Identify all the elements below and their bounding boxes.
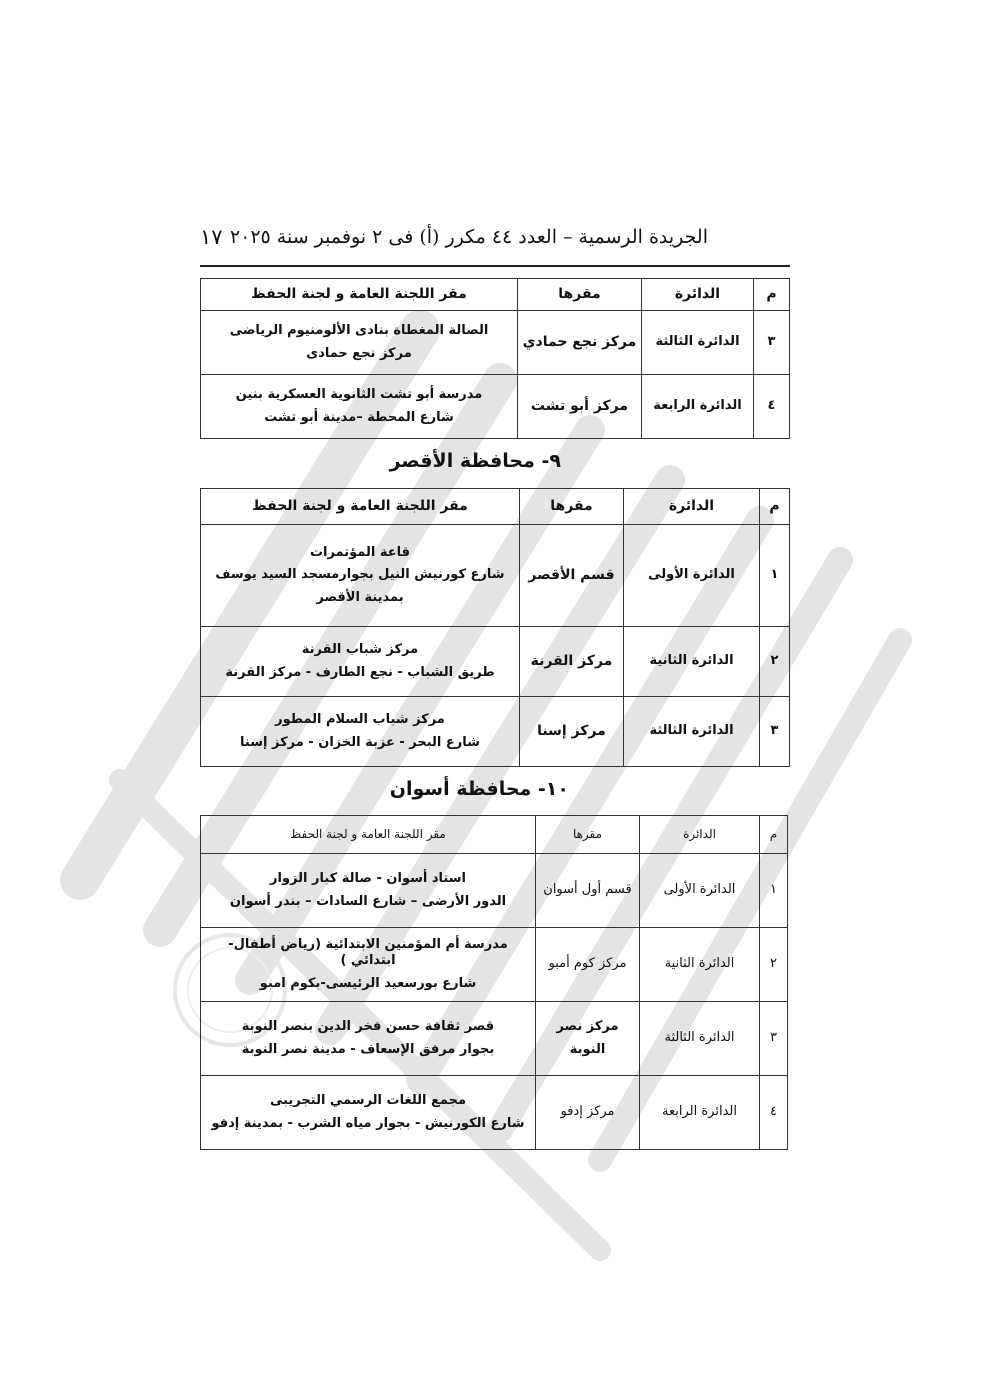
location-line: استاد أسوان - صالة كبار الزوار — [270, 871, 466, 887]
location-line: طريق الشباب - نجع الطارف - مركز القرنة — [225, 664, 495, 680]
row-location — [201, 854, 536, 928]
location-line: الدور الأرضى – شارع السادات – بندر أسوان — [229, 893, 507, 909]
col-header-circle: الدائرة — [624, 489, 760, 525]
page-header — [200, 226, 790, 256]
row-hq: مركز أبو تشت — [518, 375, 642, 439]
row-hq — [536, 1002, 640, 1076]
location-line: الصالة المغطاة بنادى الألومنيوم الرياضى — [229, 323, 489, 339]
row-num: ١ — [760, 854, 788, 928]
location-line: بجوار مرفق الإسعاف - مدينة نصر النوبة — [241, 1041, 495, 1057]
table-header-row — [201, 489, 790, 525]
row-num: ٤ — [760, 1076, 788, 1150]
row-location — [201, 375, 518, 439]
location-line: قاعة المؤتمرات — [309, 545, 411, 561]
row-num: ٤ — [754, 375, 790, 439]
table-header-row — [201, 816, 788, 854]
gazette-title: الجريدة الرسمية – العدد ٤٤ مكرر (أ) فى ٢ نوفمبر سنة ٢٠٢٥ — [229, 226, 708, 248]
header-rule — [200, 265, 790, 267]
table-aswan — [200, 815, 788, 1150]
row-hq: مركز إدفو — [536, 1076, 640, 1150]
row-circle: الدائرة الأولى — [624, 525, 760, 627]
row-num: ٢ — [760, 627, 790, 697]
hq-line: النوبة — [569, 1041, 606, 1057]
row-circle: الدائرة الثانية — [624, 627, 760, 697]
table-header-row — [201, 279, 790, 311]
row-num: ١ — [760, 525, 790, 627]
row-circle: الدائرة الثالثة — [642, 311, 754, 375]
row-num: ٣ — [754, 311, 790, 375]
section-title-aswan: ١٠- محافظة أسوان — [389, 778, 569, 800]
row-circle: الدائرة الأولى — [640, 854, 760, 928]
table-row — [201, 854, 788, 928]
row-circle: الدائرة الثانية — [640, 928, 760, 1002]
row-location — [201, 1002, 536, 1076]
hq-line: مركز نصر — [556, 1019, 619, 1035]
location-line: بمدينة الأقصر — [316, 589, 404, 605]
row-location — [201, 311, 518, 375]
row-hq: مركز كوم أمبو — [536, 928, 640, 1002]
row-hq: مركز نجع حمادي — [518, 311, 642, 375]
col-header-circle: الدائرة — [642, 279, 754, 311]
table-row — [201, 311, 790, 375]
row-location — [201, 525, 520, 627]
location-line: شارع كورنيش النيل بجوارمسجد السيد يوسف — [215, 567, 505, 583]
table-row — [201, 928, 788, 1002]
table-qena-continued — [200, 278, 790, 439]
location-line: مدرسة أم المؤمنين الابتدائية (رياض أطفال- ابتدائي ) — [228, 937, 508, 969]
row-hq: مركز القرنة — [520, 627, 624, 697]
col-header-location: مقر اللجنة العامة و لجنة الحفظ — [201, 279, 518, 311]
table-row — [201, 697, 790, 767]
location-line: شارع المحطة –مدينة أبو تشت — [264, 409, 454, 425]
table-row — [201, 1002, 788, 1076]
table-luxor — [200, 488, 790, 767]
row-circle: الدائرة الرابعة — [640, 1076, 760, 1150]
row-num: ٣ — [760, 1002, 788, 1076]
col-header-circle: الدائرة — [640, 816, 760, 854]
row-circle: الدائرة الرابعة — [642, 375, 754, 439]
col-header-location: مقر اللجنة العامة و لجنة الحفظ — [201, 489, 520, 525]
row-hq: مركز إسنا — [520, 697, 624, 767]
col-header-num: م — [760, 816, 788, 854]
row-hq: قسم أول أسوان — [536, 854, 640, 928]
col-header-hq: مقرها — [520, 489, 624, 525]
row-location — [201, 627, 520, 697]
location-line: قصر ثقافة حسن فخر الدين بنصر النوبة — [241, 1019, 495, 1035]
col-header-location: مقر اللجنة العامة و لجنة الحفظ — [201, 816, 536, 854]
location-line: مركز شباب القرنة — [301, 642, 419, 658]
row-num: ٣ — [760, 697, 790, 767]
row-location — [201, 1076, 536, 1150]
row-circle: الدائرة الثالثة — [640, 1002, 760, 1076]
row-circle: الدائرة الثالثة — [624, 697, 760, 767]
table-row — [201, 525, 790, 627]
table-row — [201, 627, 790, 697]
table-row — [201, 1076, 788, 1150]
col-header-hq: مقرها — [536, 816, 640, 854]
section-title-luxor: ٩- محافظة الأقصر — [389, 450, 561, 472]
page-number: ١٧ — [200, 225, 223, 249]
col-header-num: م — [754, 279, 790, 311]
col-header-num: م — [760, 489, 790, 525]
location-line: مركز شباب السلام المطور — [275, 712, 445, 728]
col-header-hq: مقرها — [518, 279, 642, 311]
row-hq: قسم الأقصر — [520, 525, 624, 627]
row-location — [201, 928, 536, 1002]
location-line: مدرسة أبو تشت الثانوية العسكرية بنين — [235, 387, 483, 403]
location-line: شارع البحر - عزبة الخزان - مركز إسنا — [240, 734, 480, 750]
table-row — [201, 375, 790, 439]
location-line: شارع بورسعيد الرئيسى-بكوم امبو — [259, 975, 477, 991]
location-line: شارع الكورنيش - بجوار مياه الشرب - بمدينة إدفو — [211, 1115, 525, 1131]
location-line: مجمع اللغات الرسمي التجريبى — [269, 1093, 467, 1109]
location-line: مركز نجع حمادى — [306, 345, 412, 361]
row-location — [201, 697, 520, 767]
row-num: ٢ — [760, 928, 788, 1002]
